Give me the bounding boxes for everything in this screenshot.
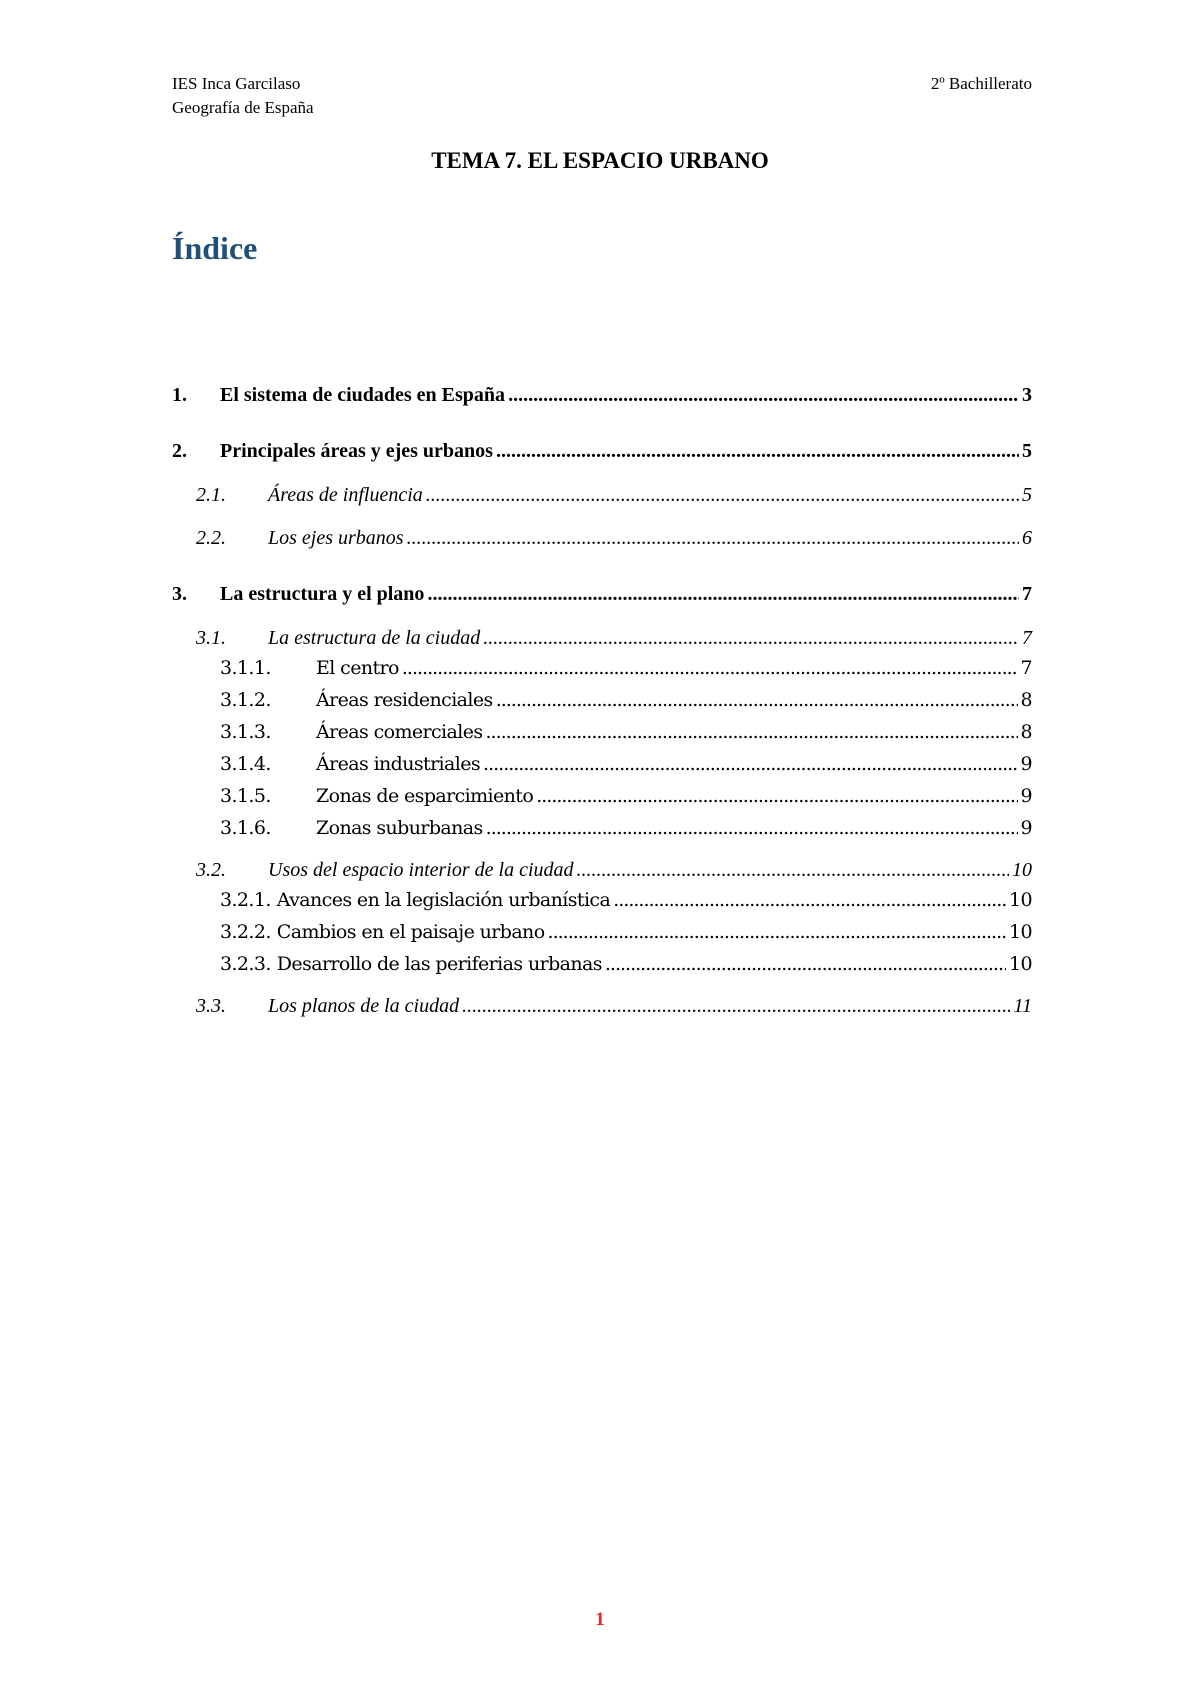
toc-entry-number: 3.3. (196, 995, 226, 1017)
toc-entry-number: 3.2. (196, 859, 226, 881)
toc-entry-label: El centro (316, 657, 399, 679)
toc-entry-number: 3.2.3. (220, 953, 271, 975)
toc-dot-leader (402, 655, 1018, 681)
toc-entry-number: 3.1.4. (220, 753, 271, 775)
toc-entry-label: Usos del espacio interior de la ciudad (268, 859, 574, 881)
toc-entry-label: Desarrollo de las periferias urbanas (276, 953, 602, 975)
toc-entry[interactable] (172, 438, 1032, 464)
toc-entry[interactable] (172, 525, 1032, 551)
toc-entry[interactable] (172, 783, 1032, 809)
toc-entry[interactable] (172, 719, 1032, 745)
toc-entry-label: La estructura y el plano (220, 583, 425, 605)
toc-entry[interactable] (172, 951, 1032, 977)
header-school: IES Inca Garcilaso (172, 74, 301, 93)
toc-heading: Índice (172, 230, 258, 266)
toc-dot-leader (486, 815, 1018, 841)
toc-entry-number: 3.1.3. (220, 721, 271, 743)
toc-dot-leader (496, 438, 1019, 464)
toc-entry-label: Los ejes urbanos (268, 527, 404, 549)
document-title: TEMA 7. EL ESPACIO URBANO (431, 148, 769, 173)
toc-entry[interactable] (172, 751, 1032, 777)
toc-dot-leader (426, 482, 1019, 508)
header-subject: Geografía de España (172, 98, 314, 117)
toc-dot-leader (613, 887, 1006, 913)
toc-entry[interactable] (172, 919, 1032, 945)
toc-entry[interactable] (172, 655, 1032, 681)
toc-entry-page: 9 (1020, 785, 1032, 807)
toc-entry-label: Áreas comerciales (316, 721, 483, 743)
toc-entry-page: 8 (1020, 721, 1032, 743)
toc-entry-number: 1. (172, 384, 187, 406)
toc-entry-number: 3.1.2. (220, 689, 271, 711)
toc-entry-label: Los planos de la ciudad (268, 995, 460, 1017)
toc-entry-page: 7 (1020, 657, 1032, 679)
toc-dot-leader (508, 382, 1019, 408)
toc-dot-leader (605, 951, 1006, 977)
toc-dot-leader (462, 993, 1010, 1019)
toc-entry-page: 3 (1022, 384, 1032, 406)
toc-entry[interactable] (172, 815, 1032, 841)
toc-entry[interactable] (172, 687, 1032, 713)
table-of-contents (172, 382, 1032, 1019)
toc-entry-page: 5 (1022, 440, 1032, 462)
toc-entry-number: 2.2. (196, 527, 226, 549)
toc-dot-leader (496, 687, 1018, 713)
toc-entry-page: 10 (1009, 921, 1032, 943)
toc-entry-label: Áreas industriales (316, 753, 481, 775)
toc-entry[interactable] (172, 625, 1032, 651)
toc-entry-label: Cambios en el paisaje urbano (276, 921, 545, 943)
toc-entry-number: 3.2.1. (220, 889, 271, 911)
toc-entry-label: Áreas residenciales (316, 689, 493, 711)
toc-dot-leader (483, 625, 1019, 651)
toc-entry-label: Avances en la legislación urbanística (276, 889, 611, 911)
toc-dot-leader (548, 919, 1006, 945)
toc-entry-page: 8 (1020, 689, 1032, 711)
toc-entry-page: 11 (1013, 995, 1032, 1017)
header-left (172, 72, 314, 120)
toc-dot-leader (577, 857, 1009, 883)
toc-entry[interactable] (172, 857, 1032, 883)
header-course: 2º Bachillerato (930, 74, 1032, 93)
toc-entry-page: 5 (1022, 484, 1032, 506)
toc-entry-label: Principales áreas y ejes urbanos (220, 440, 493, 462)
toc-entry-label: Áreas de influencia (268, 484, 423, 506)
toc-dot-leader (407, 525, 1019, 551)
toc-entry-page: 10 (1012, 859, 1032, 881)
toc-entry-number: 3.1.1. (220, 657, 271, 679)
toc-entry-page: 9 (1020, 817, 1032, 839)
toc-entry-number: 3. (172, 583, 187, 605)
toc-entry-page: 10 (1009, 953, 1032, 975)
toc-entry-number: 3.1. (196, 627, 226, 649)
toc-entry-page: 9 (1020, 753, 1032, 775)
toc-entry[interactable] (172, 382, 1032, 408)
toc-entry-label: Zonas de esparcimiento (316, 785, 534, 807)
toc-entry-number: 2. (172, 440, 187, 462)
toc-entry[interactable] (172, 887, 1032, 913)
toc-entry-page: 6 (1022, 527, 1032, 549)
toc-entry[interactable] (172, 993, 1032, 1019)
toc-dot-leader (536, 783, 1017, 809)
toc-entry-label: El sistema de ciudades en España (220, 384, 506, 406)
toc-entry[interactable] (172, 482, 1032, 508)
toc-entry-page: 10 (1009, 889, 1032, 911)
toc-entry-label: La estructura de la ciudad (268, 627, 481, 649)
toc-entry-page: 7 (1022, 583, 1032, 605)
toc-entry-number: 3.1.6. (220, 817, 271, 839)
toc-dot-leader (486, 719, 1018, 745)
toc-entry-label: Zonas suburbanas (316, 817, 483, 839)
toc-entry-number: 2.1. (196, 484, 226, 506)
page-number: 1 (595, 1609, 605, 1630)
toc-entry-number: 3.2.2. (220, 921, 271, 943)
toc-entry-page: 7 (1022, 627, 1032, 649)
toc-entry[interactable] (172, 581, 1032, 607)
toc-entry-number: 3.1.5. (220, 785, 271, 807)
toc-dot-leader (483, 751, 1017, 777)
toc-dot-leader (427, 581, 1019, 607)
